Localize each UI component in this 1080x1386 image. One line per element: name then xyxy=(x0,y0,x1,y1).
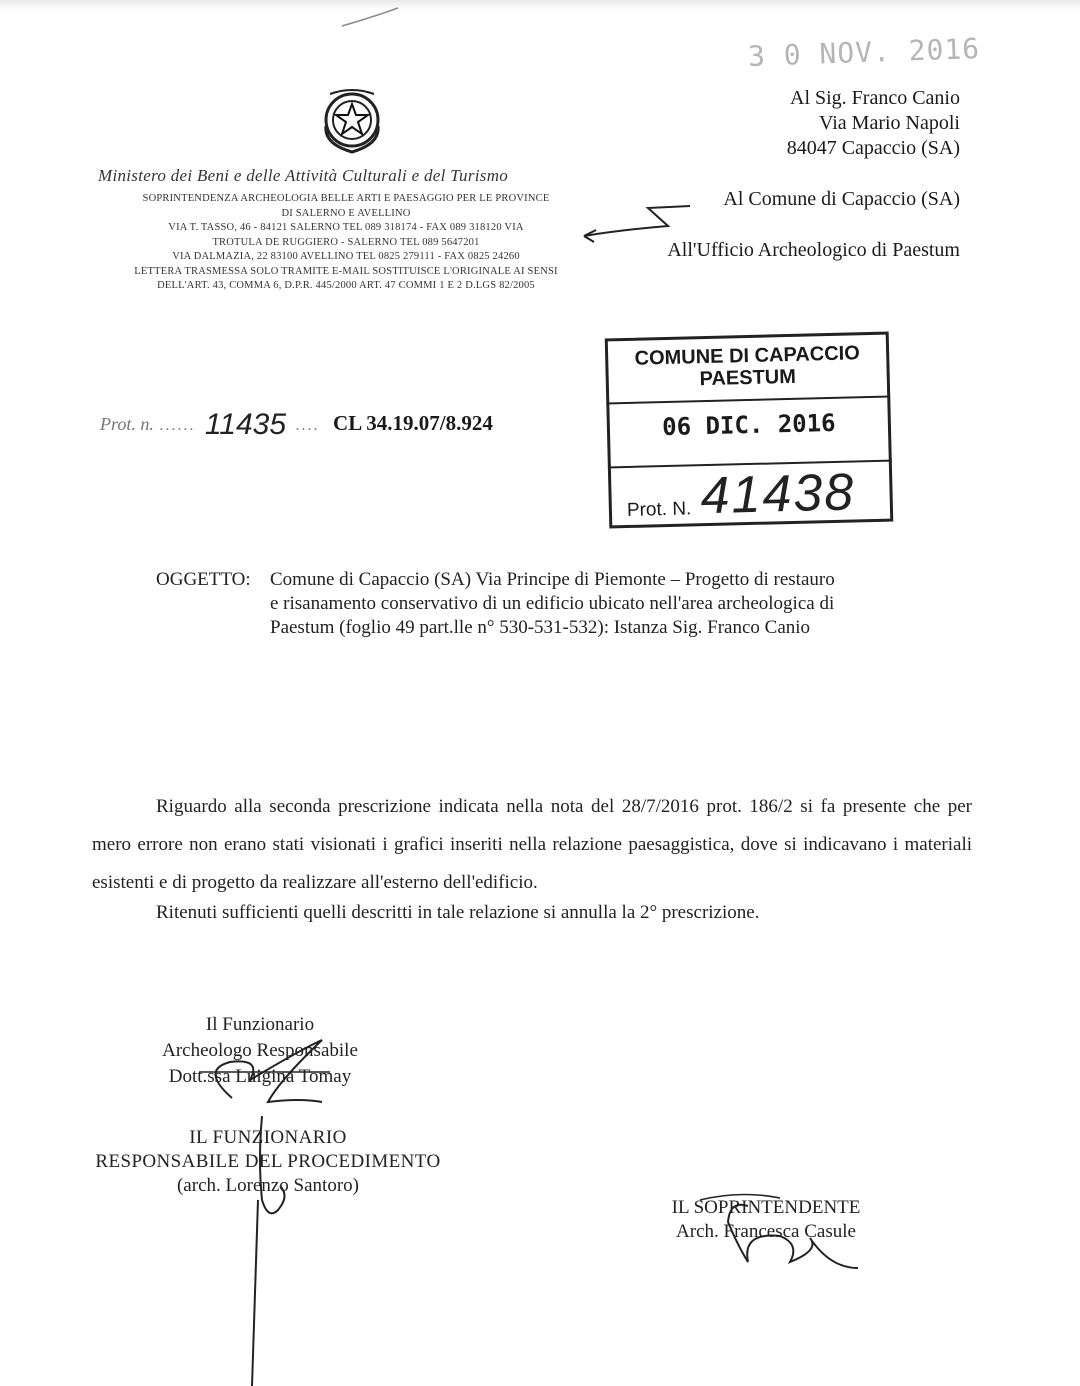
recipient-ufficio: All'Ufficio Archeologico di Paestum xyxy=(667,239,960,261)
protocol-number: 11435 xyxy=(204,408,287,441)
office-line: LETTERA TRASMESSA SOLO TRAMITE E-MAIL SOSTITUISCE L'ORIGINALE AI SENSI xyxy=(134,265,558,277)
received-date-stamp: 3 0 NOV. 2016 xyxy=(747,31,981,74)
office-line: DI SALERNO E AVELLINO xyxy=(281,207,411,219)
office-address-block xyxy=(100,192,592,294)
office-line: DELL'ART. 43, COMMA 6, D.P.R. 445/2000 ART. 47 COMMI 1 E 2 D.LGS 82/2005 xyxy=(157,280,535,291)
top-pen-stroke xyxy=(342,8,398,26)
signature-block-superintendent xyxy=(656,1196,876,1244)
ministry-title: Ministero dei Beni e delle Attività Culturali e del Turismo xyxy=(98,166,509,185)
recipient-street: Via Mario Napoli xyxy=(819,112,960,134)
recipient-city: 84047 Capaccio (SA) xyxy=(786,137,960,159)
recipient-comune: Al Comune di Capaccio (SA) xyxy=(723,188,960,210)
subject-line: Paestum (foglio 49 part.lle n° 530-531-532): Istanza Sig. Franco Canio xyxy=(270,617,811,638)
office-line: VIA T. TASSO, 46 - 84121 SALERNO TEL 089 318174 - FAX 089 318120 VIA xyxy=(168,222,524,233)
italian-republic-emblem-icon xyxy=(316,86,388,158)
office-line: VIA DALMAZIA, 22 83100 AVELLINO TEL 0825 279111 - FAX 0825 24260 xyxy=(172,251,520,262)
receipt-stamp xyxy=(605,332,894,529)
office-line: TROTULA DE RUGGIERO - SALERNO TEL 089 5647201 xyxy=(212,236,480,248)
body-text: Riguardo alla seconda prescrizione indicata nella nota del 28/7/2016 prot. 186/2 si fa presente che per mero errore non erano stati visionati i grafici inseriti nella relazione paesaggistica, dove si indicavano i materiali esistenti e di progetto da realizzare all'esterno dell'edificio. xyxy=(92,796,972,893)
subject-line: Comune di Capaccio (SA) Via Principe di Piemonte – Progetto di restauro xyxy=(270,569,835,590)
stamp-prot-label: Prot. N. xyxy=(626,498,692,522)
signature-role: RESPONSABILE DEL PROCEDIMENTO xyxy=(95,1151,441,1172)
signature-title: Il Funzionario xyxy=(205,1014,315,1035)
subject-label: OGGETTO: xyxy=(156,569,251,590)
signature-title: IL FUNZIONARIO xyxy=(189,1127,347,1148)
subject-line: e risanamento conservativo di un edificio ubicato nell'area archeologica di xyxy=(270,593,835,614)
handwritten-arrow-icon xyxy=(580,196,700,244)
protocol-label: Prot. n. xyxy=(100,414,154,434)
stamp-header: COMUNE DI CAPACCIO PAESTUM xyxy=(605,332,891,405)
page-top-edge xyxy=(0,0,1080,10)
protocol-line: Prot. n. ...... 11435 .... CL 34.19.07/8.924 xyxy=(100,408,493,441)
recipient-name: Al Sig. Franco Canio xyxy=(790,87,960,109)
signature-name: (arch. Lorenzo Santoro) xyxy=(176,1175,359,1196)
stamp-prot-number: 41438 xyxy=(699,463,856,526)
signature-role: Archeologo Responsabile xyxy=(162,1040,358,1061)
body-paragraph-2: Ritenuti sufficienti quelli descritti in tale relazione si annulla la 2° prescrizione. xyxy=(156,902,760,923)
signature-name: Arch. Francesca Casule xyxy=(676,1221,856,1242)
body-paragraph xyxy=(92,788,972,902)
stamp-footer xyxy=(608,460,893,529)
stamp-date: 06 DIC. 2016 xyxy=(661,408,836,442)
recipients-block xyxy=(667,86,960,263)
signature-title: IL SOPRINTENDENTE xyxy=(671,1197,861,1218)
protocol-classification: CL 34.19.07/8.924 xyxy=(333,411,493,435)
signature-block-archaeologist xyxy=(100,1012,420,1090)
office-line: SOPRINTENDENZA ARCHEOLOGIA BELLE ARTI E PAESAGGIO PER LE PROVINCE xyxy=(142,193,550,204)
subject-block xyxy=(156,568,936,640)
signature-block-procedure xyxy=(88,1126,448,1198)
signature-name: Dott.ssa Luigina Tomay xyxy=(168,1066,352,1087)
